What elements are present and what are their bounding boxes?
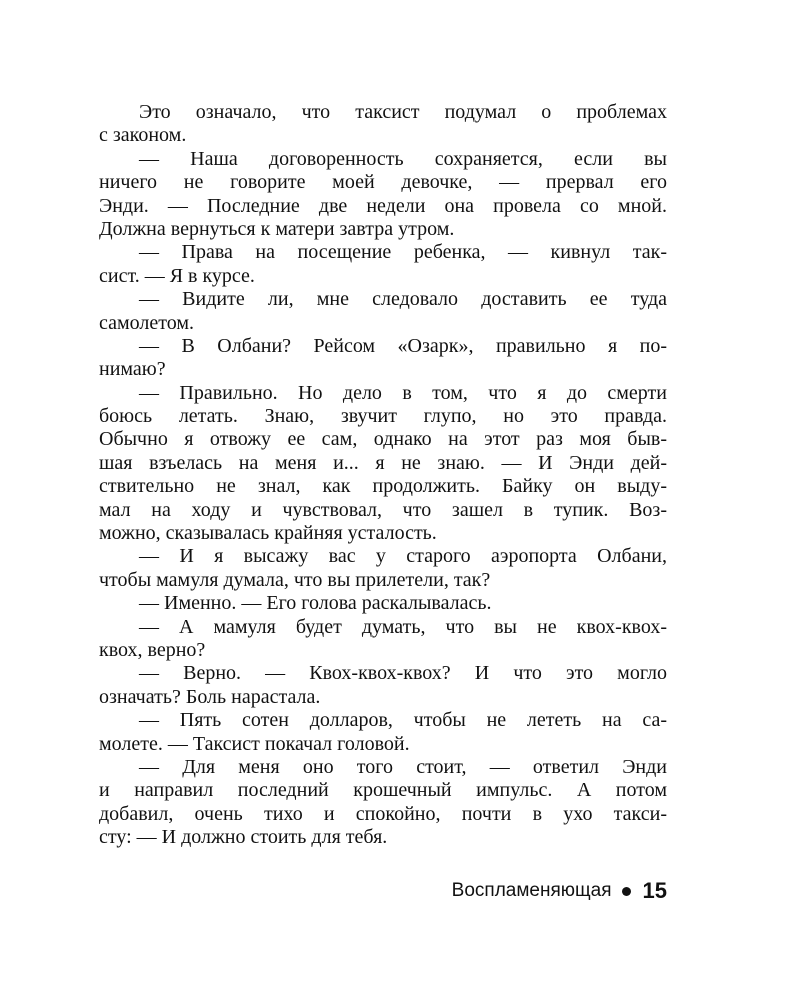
page-footer xyxy=(452,878,667,904)
text-line: — В Олбани? Рейсом «Озарк», правильно я по- xyxy=(139,334,667,357)
text-line: означать? Боль нарастала. xyxy=(99,685,321,708)
text-line: — А мамуля будет думать, что вы не квох-квох- xyxy=(139,615,667,638)
text-line: молете. — Таксист покачал головой. xyxy=(99,732,410,755)
text-line: сту: — И должно стоить для тебя. xyxy=(99,826,388,849)
text-line: можно, сказывалась крайняя усталость. xyxy=(99,522,437,545)
text-line: — Для меня оно того стоит, — ответил Энди xyxy=(139,755,667,778)
text-line: — Именно. — Его голова раскалывалась. xyxy=(139,592,492,615)
text-line: Должна вернуться к матери завтра утром. xyxy=(99,217,455,240)
text-line: Это означало, что таксист подумал о проблемах xyxy=(139,101,667,123)
text-line: и направил последний крошечный импульс. А потом xyxy=(99,779,667,802)
text-line: чтобы мамуля думала, что вы прилетели, так? xyxy=(99,568,491,591)
text-line: — Пять сотен долларов, чтобы не лететь на са- xyxy=(139,709,667,732)
text-line: — Верно. — Квох-квох-квох? И что это могло xyxy=(139,662,667,685)
text-line: сист. — Я в курсе. xyxy=(99,264,255,287)
text-line: — Правильно. Но дело в том, что я до смерти xyxy=(139,381,667,404)
body-text xyxy=(99,101,667,850)
text-line: мал на ходу и чувствовал, что зашел в тупик. Воз- xyxy=(99,498,667,521)
text-line: Обычно я отвожу ее сам, однако на этот раз моя быв- xyxy=(99,428,667,451)
text-line: шая взъелась на меня и... я не знаю. — И Энди дей- xyxy=(99,451,667,474)
text-line: с законом. xyxy=(99,124,187,147)
text-line: добавил, очень тихо и спокойно, почти в ухо такси- xyxy=(99,802,667,825)
text-line: Энди. — Последние две недели она провела со мной. xyxy=(99,194,667,217)
bullet-separator xyxy=(622,887,631,896)
text-line: самолетом. xyxy=(99,311,194,334)
text-line: — Права на посещение ребенка, — кивнул так- xyxy=(139,241,667,264)
text-line: квох, верно? xyxy=(99,638,206,661)
running-title: Воспламеняющая xyxy=(451,880,612,901)
text-line: — И я высажу вас у старого аэропорта Олбани, xyxy=(139,545,667,568)
text-line: боюсь летать. Знаю, звучит глупо, но это правда. xyxy=(99,405,667,428)
text-line: ствительно не знал, как продолжить. Байку он выду- xyxy=(99,475,667,498)
text-line: ничего не говорите моей девочке, — прервал его xyxy=(99,171,667,194)
text-line: — Видите ли, мне следовало доставить ее туда xyxy=(139,288,667,311)
text-line: нимаю? xyxy=(99,358,166,381)
page-number: 15 xyxy=(642,878,667,903)
text-line: — Наша договоренность сохраняется, если вы xyxy=(139,147,667,170)
